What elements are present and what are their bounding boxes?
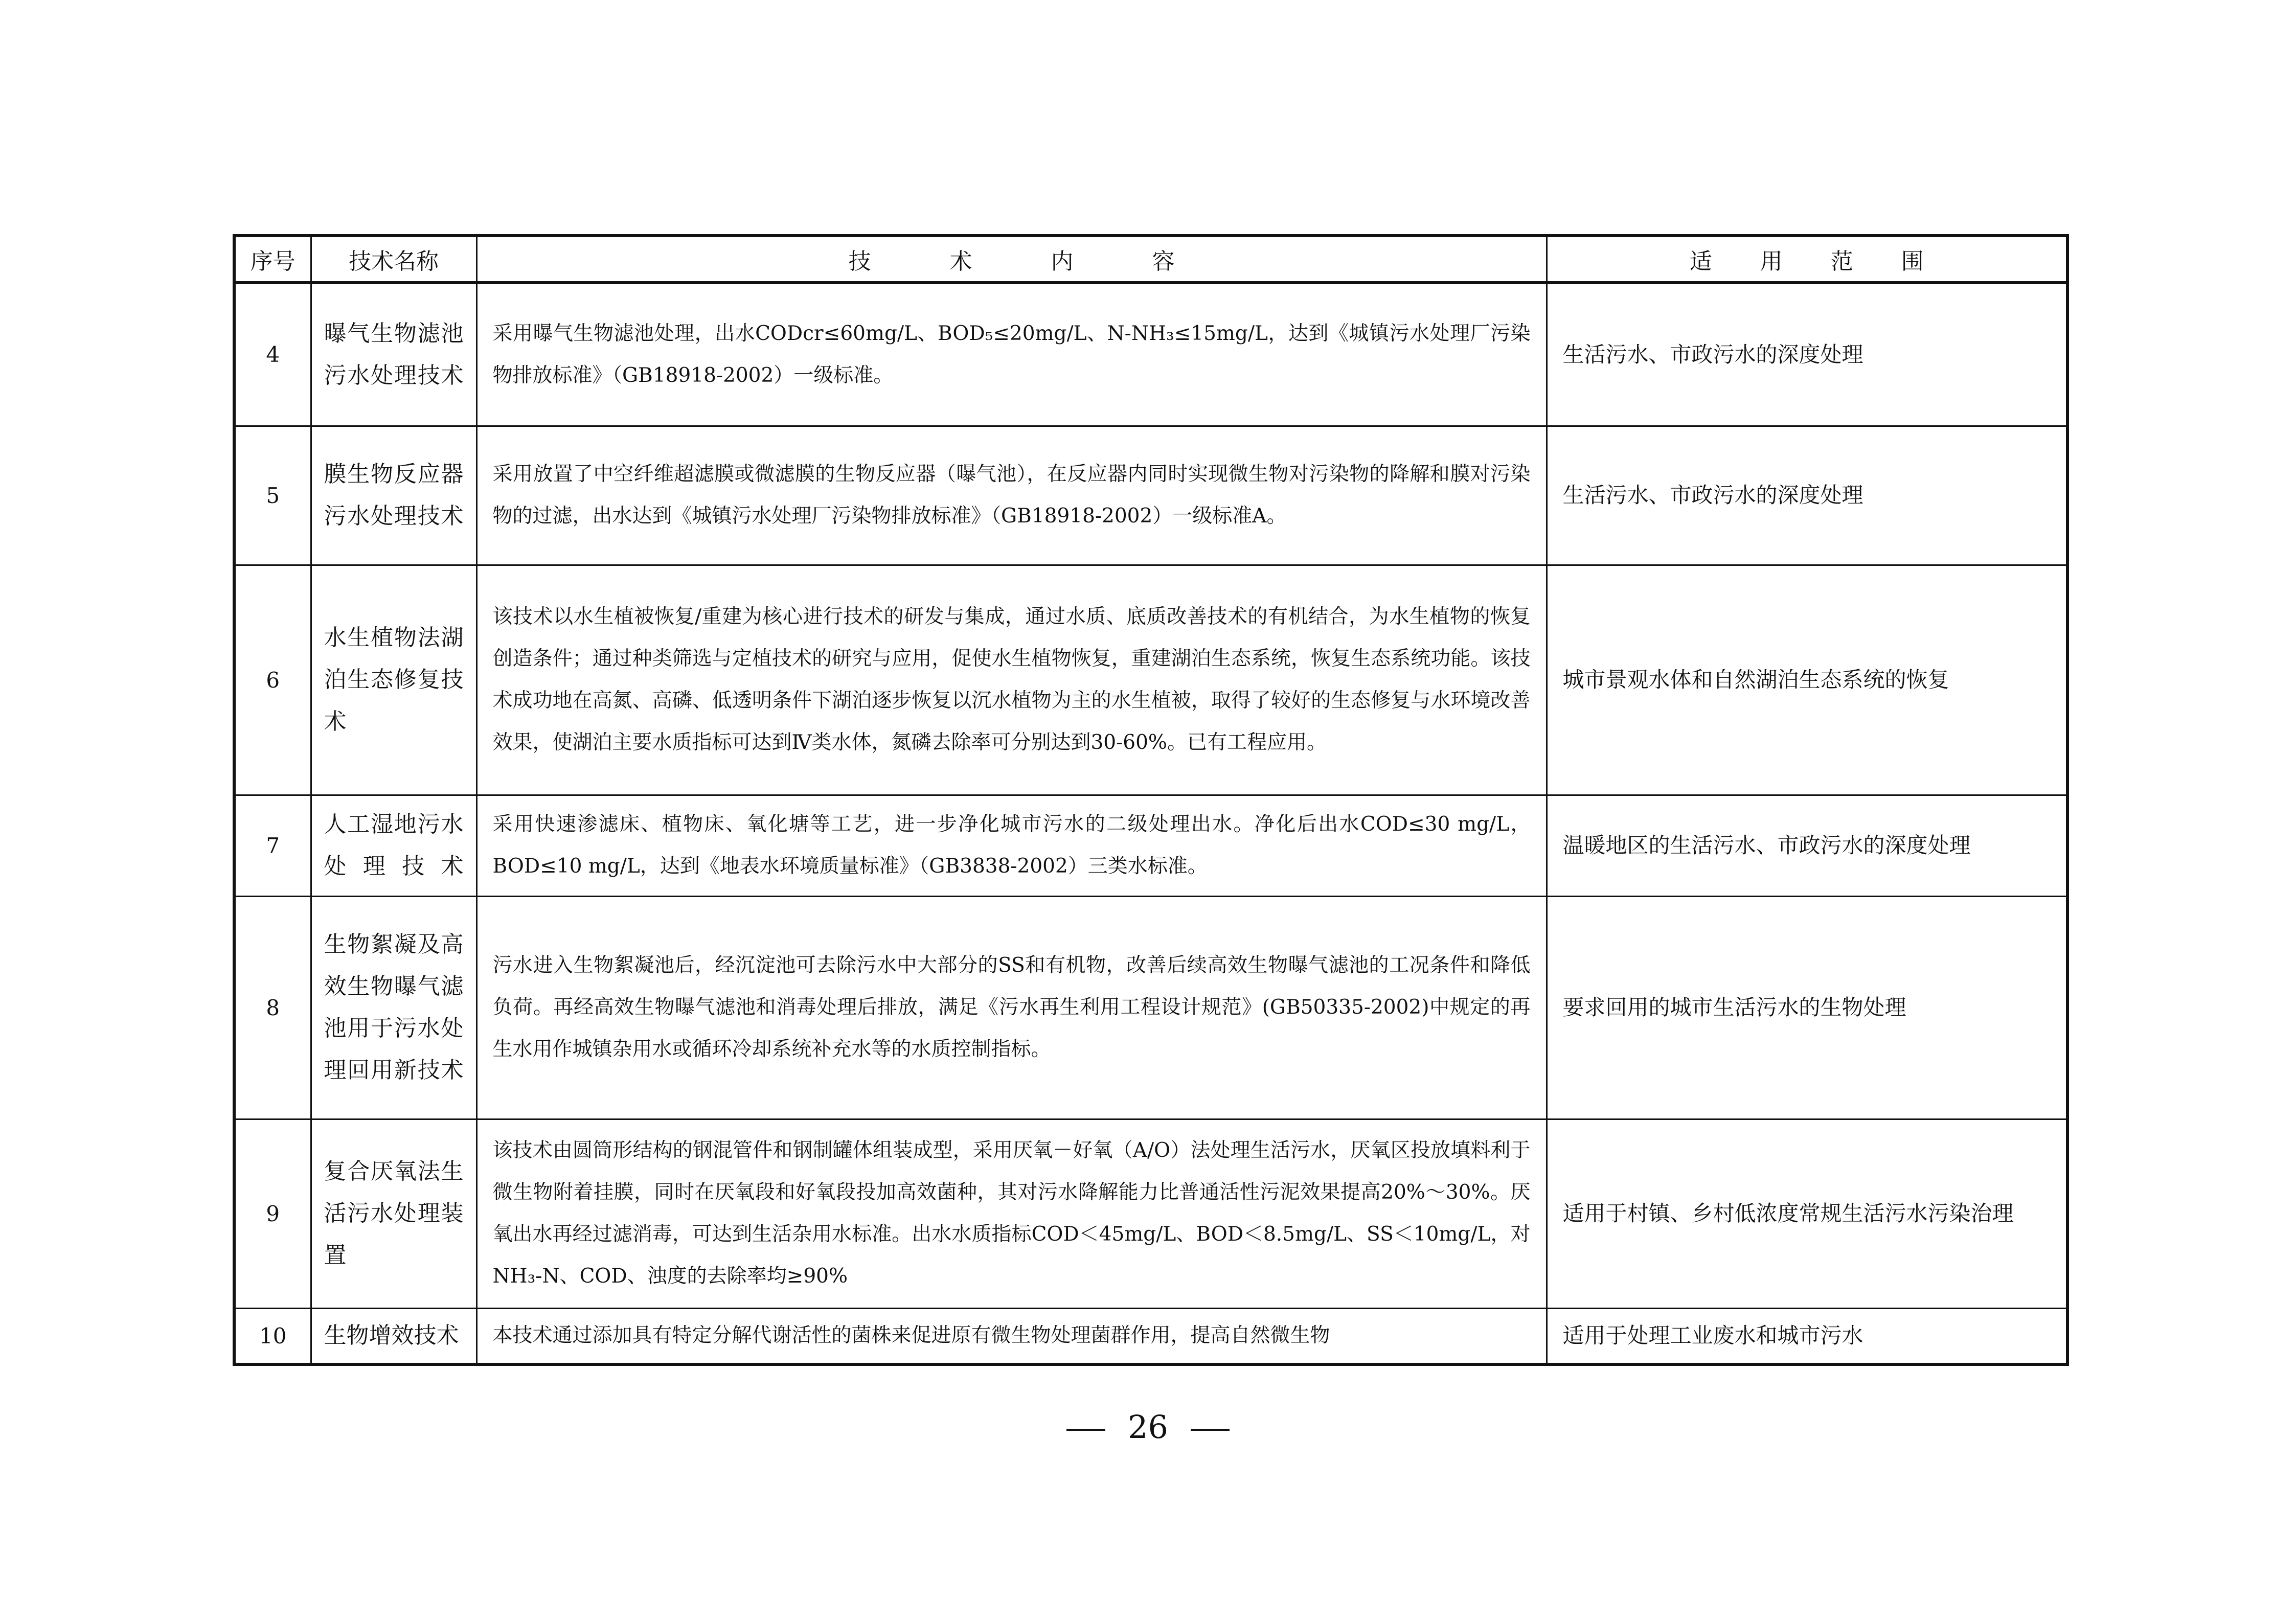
- table-row: [234, 795, 2067, 896]
- row-number: 10: [234, 1308, 311, 1364]
- technology-content: 该技术由圆筒形结构的钢混管件和钢制罐体组装成型，采用厌氧－好氧（A/O）法处理生活污水，厌氧区投放填料利于微生物附着挂膜，同时在厌氧段和好氧段投加高效菌种，其对污水降解能力比普通活性污泥效果提高20%～30%。厌氧出水再经过滤消毒，可达到生活杂用水标准。出水水质指标COD＜45mg/L、BOD＜8.5mg/L、SS＜10mg/L，对NH₃-N、COD、浊度的去除率均≥90%: [476, 1119, 1547, 1308]
- application-scope: 生活污水、市政污水的深度处理: [1547, 283, 2067, 426]
- table-row: [234, 896, 2067, 1119]
- row-number: 4: [234, 283, 311, 426]
- technology-name: 人工湿地污水处理技术: [311, 795, 476, 896]
- table-row: [234, 1308, 2067, 1364]
- row-number: 7: [234, 795, 311, 896]
- header-no: 序号: [234, 236, 311, 283]
- table-row: [234, 1119, 2067, 1308]
- technology-name: 水生植物法湖泊生态修复技术: [311, 565, 476, 795]
- page-number: 26: [1128, 1408, 1168, 1446]
- row-number: 9: [234, 1119, 311, 1308]
- application-scope: 要求回用的城市生活污水的生物处理: [1547, 896, 2067, 1119]
- table-header-row: [234, 236, 2067, 283]
- application-scope: 城市景观水体和自然湖泊生态系统的恢复: [1547, 565, 2067, 795]
- technology-content: 该技术以水生植被恢复/重建为核心进行技术的研发与集成，通过水质、底质改善技术的有机结合，为水生植物的恢复创造条件；通过种类筛选与定植技术的研究与应用，促使水生植物恢复，重建湖泊生态系统，恢复生态系统功能。该技术成功地在高氮、高磷、低透明条件下湖泊逐步恢复以沉水植物为主的水生植被，取得了较好的生态修复与水环境改善效果，使湖泊主要水质指标可达到Ⅳ类水体，氮磷去除率可分别达到30-60%。已有工程应用。: [476, 565, 1547, 795]
- row-number: 8: [234, 896, 311, 1119]
- header-scope: 适 用 范 围: [1547, 236, 2067, 283]
- table-row: [234, 565, 2067, 795]
- application-scope: 生活污水、市政污水的深度处理: [1547, 426, 2067, 565]
- technology-name: 膜生物反应器污水处理技术: [311, 426, 476, 565]
- left-dash: [1066, 1429, 1105, 1431]
- technology-name: 生物絮凝及高效生物曝气滤池用于污水处理回用新技术: [311, 896, 476, 1119]
- technology-content: 采用放置了中空纤维超滤膜或微滤膜的生物反应器（曝气池），在反应器内同时实现微生物对污染物的降解和膜对污染物的过滤，出水达到《城镇污水处理厂污染物排放标准》（GB18918-2002）一级标准A。: [476, 426, 1547, 565]
- technology-content: 本技术通过添加具有特定分解代谢活性的菌株来促进原有微生物处理菌群作用，提高自然微生物: [476, 1308, 1547, 1364]
- technology-name: 生物增效技术: [311, 1308, 476, 1364]
- table-row: [234, 283, 2067, 426]
- technology-name: 曝气生物滤池污水处理技术: [311, 283, 476, 426]
- application-scope: 适用于处理工业废水和城市污水: [1547, 1308, 2067, 1364]
- technology-content: 采用快速渗滤床、植物床、氧化塘等工艺，进一步净化城市污水的二级处理出水。净化后出水COD≤30 mg/L，BOD≤10 mg/L，达到《地表水环境质量标准》（GB3838-2002）三类水标准。: [476, 795, 1547, 896]
- technology-content: 污水进入生物絮凝池后，经沉淀池可去除污水中大部分的SS和有机物，改善后续高效生物曝气滤池的工况条件和降低负荷。再经高效生物曝气滤池和消毒处理后排放，满足《污水再生利用工程设计规范》(GB50335-2002)中规定的再生水用作城镇杂用水或循环冷却系统补充水等的水质控制指标。: [476, 896, 1547, 1119]
- application-scope: 温暖地区的生活污水、市政污水的深度处理: [1547, 795, 2067, 896]
- row-number: 6: [234, 565, 311, 795]
- right-dash: [1191, 1429, 1230, 1431]
- technology-content: 采用曝气生物滤池处理，出水CODcr≤60mg/L、BOD₅≤20mg/L、N-NH₃≤15mg/L，达到《城镇污水处理厂污染物排放标准》（GB18918-2002）一级标准。: [476, 283, 1547, 426]
- header-name: 技术名称: [311, 236, 476, 283]
- technology-name: 复合厌氧法生活污水处理装置: [311, 1119, 476, 1308]
- row-number: 5: [234, 426, 311, 565]
- header-content: 技 术 内 容: [476, 236, 1547, 283]
- technology-table: [233, 234, 2069, 1366]
- application-scope: 适用于村镇、乡村低浓度常规生活污水污染治理: [1547, 1119, 2067, 1308]
- table-row: [234, 426, 2067, 565]
- page-footer: [0, 1408, 2296, 1446]
